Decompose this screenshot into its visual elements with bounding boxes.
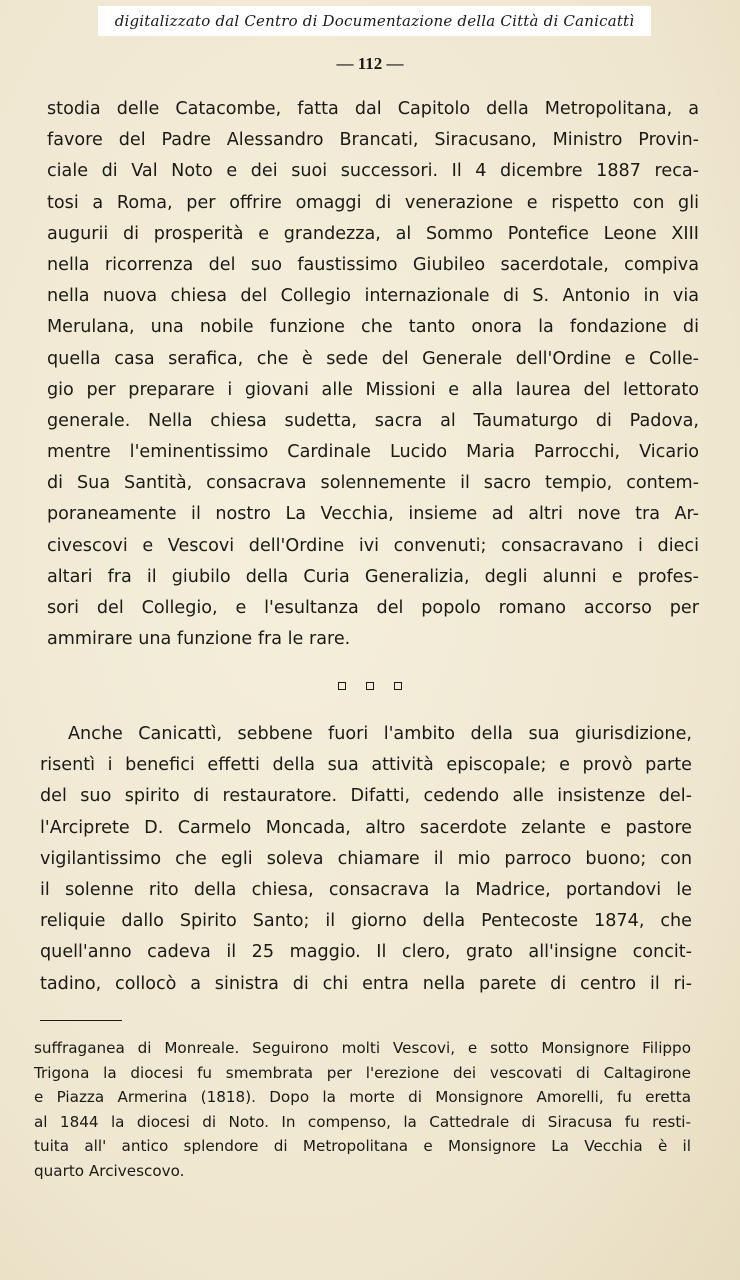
- text-line: quell'anno cadeva il 25 maggio. Il clero, grato all'insigne concit-: [40, 942, 692, 963]
- text-line: tosi a Roma, per offrire omaggi di venerazione e rispetto con gli: [47, 192, 699, 213]
- text-line: il solenne rito della chiesa, consacrava la Madrice, portandovi le: [40, 879, 692, 900]
- text-line: ammirare una funzione fra le rare.: [47, 629, 351, 650]
- separator-square: [366, 682, 374, 690]
- footnote-rule: [40, 1020, 122, 1021]
- footnote-line: al 1844 la diocesi di Noto. In compenso, la Cattedrale di Siracusa fu resti-: [34, 1112, 691, 1131]
- text-line: nella nuova chiesa del Collegio internazionale di S. Antonio in via: [47, 286, 699, 307]
- page-number: — 112 —: [336, 54, 404, 73]
- text-line: risentì i benefici effetti della sua attività episcopale; e provò parte: [40, 755, 692, 776]
- digitization-watermark: digitalizzato dal Centro di Documentazione della Città di Canicattì: [98, 6, 651, 36]
- text-line: favore del Padre Alessandro Brancati, Siracusano, Ministro Provin-: [47, 130, 699, 151]
- text-line: l'Arciprete D. Carmelo Moncada, altro sacerdote zelante e pastore: [40, 817, 692, 838]
- paragraph-continuation: [47, 94, 699, 655]
- separator-square: [338, 682, 346, 690]
- section-separator: [0, 682, 740, 690]
- text-line: generale. Nella chiesa sudetta, sacra al Taumaturgo di Padova,: [47, 410, 699, 431]
- text-line: nella ricorrenza del suo faustissimo Giubileo sacerdotale, compiva: [47, 254, 699, 275]
- text-line: gio per preparare i giovani alle Missioni e alla laurea del lettorato: [47, 379, 699, 400]
- footnote-line: Trigona la diocesi fu smembrata per l'erezione dei vescovati di Caltagirone: [34, 1063, 691, 1082]
- text-line: del suo spirito di restauratore. Difatti, cedendo alle insistenze del-: [40, 786, 692, 807]
- text-line: Merulana, una nobile funzione che tanto onora la fondazione di: [47, 317, 699, 338]
- text-line: tadino, collocò a sinistra di chi entra nella parete di centro il ri-: [40, 973, 692, 994]
- text-line: augurii di prosperità e grandezza, al Sommo Pontefice Leone XIII: [47, 223, 699, 244]
- text-line: civescovi e Vescovi dell'Ordine ivi convenuti; consacravano i dieci: [47, 535, 699, 556]
- text-line: di Sua Santità, consacrava solennemente il sacro tempio, contem-: [47, 473, 699, 494]
- text-line: altari fra il giubilo della Curia Generalizia, degli alunni e profes-: [47, 566, 699, 587]
- text-line: sori del Collegio, e l'esultanza del popolo romano accorso per: [47, 598, 699, 618]
- text-line: poraneamente il nostro La Vecchia, insieme ad altri nove tra Ar-: [47, 504, 699, 525]
- footnote-line: suffraganea di Monreale. Seguirono molti Vescovi, e sotto Monsignore Filippo: [34, 1039, 691, 1057]
- footnote-line: e Piazza Armerina (1818). Dopo la morte di Monsignore Amorelli, fu eretta: [34, 1088, 691, 1106]
- text-line: mentre l'eminentissimo Cardinale Lucido Maria Parrocchi, Vicario: [47, 442, 699, 463]
- text-line: vigilantissimo che egli soleva chiamare il mio parroco buono; con: [40, 848, 692, 869]
- text-line: quella casa serafica, che è sede del Generale dell'Ordine e Colle-: [47, 348, 699, 369]
- paragraph-canicatti: [40, 719, 692, 1000]
- footnote-line: quarto Arcivescovo.: [34, 1161, 185, 1180]
- separator-square: [394, 682, 402, 690]
- text-line: stodia delle Catacombe, fatta dal Capitolo della Metropolitana, a: [47, 99, 699, 119]
- footnote: [34, 1036, 691, 1183]
- text-line: reliquie dallo Spirito Santo; il giorno della Pentecoste 1874, che: [40, 911, 692, 932]
- text-line: Anche Canicattì, sebbene fuori l'ambito della sua giurisdizione,: [68, 724, 692, 744]
- footnote-line: tuita all' antico splendore di Metropolitana e Monsignore La Vecchia è il: [34, 1137, 691, 1155]
- text-line: ciale di Val Noto e dei suoi successori. Il 4 dicembre 1887 reca-: [47, 161, 699, 182]
